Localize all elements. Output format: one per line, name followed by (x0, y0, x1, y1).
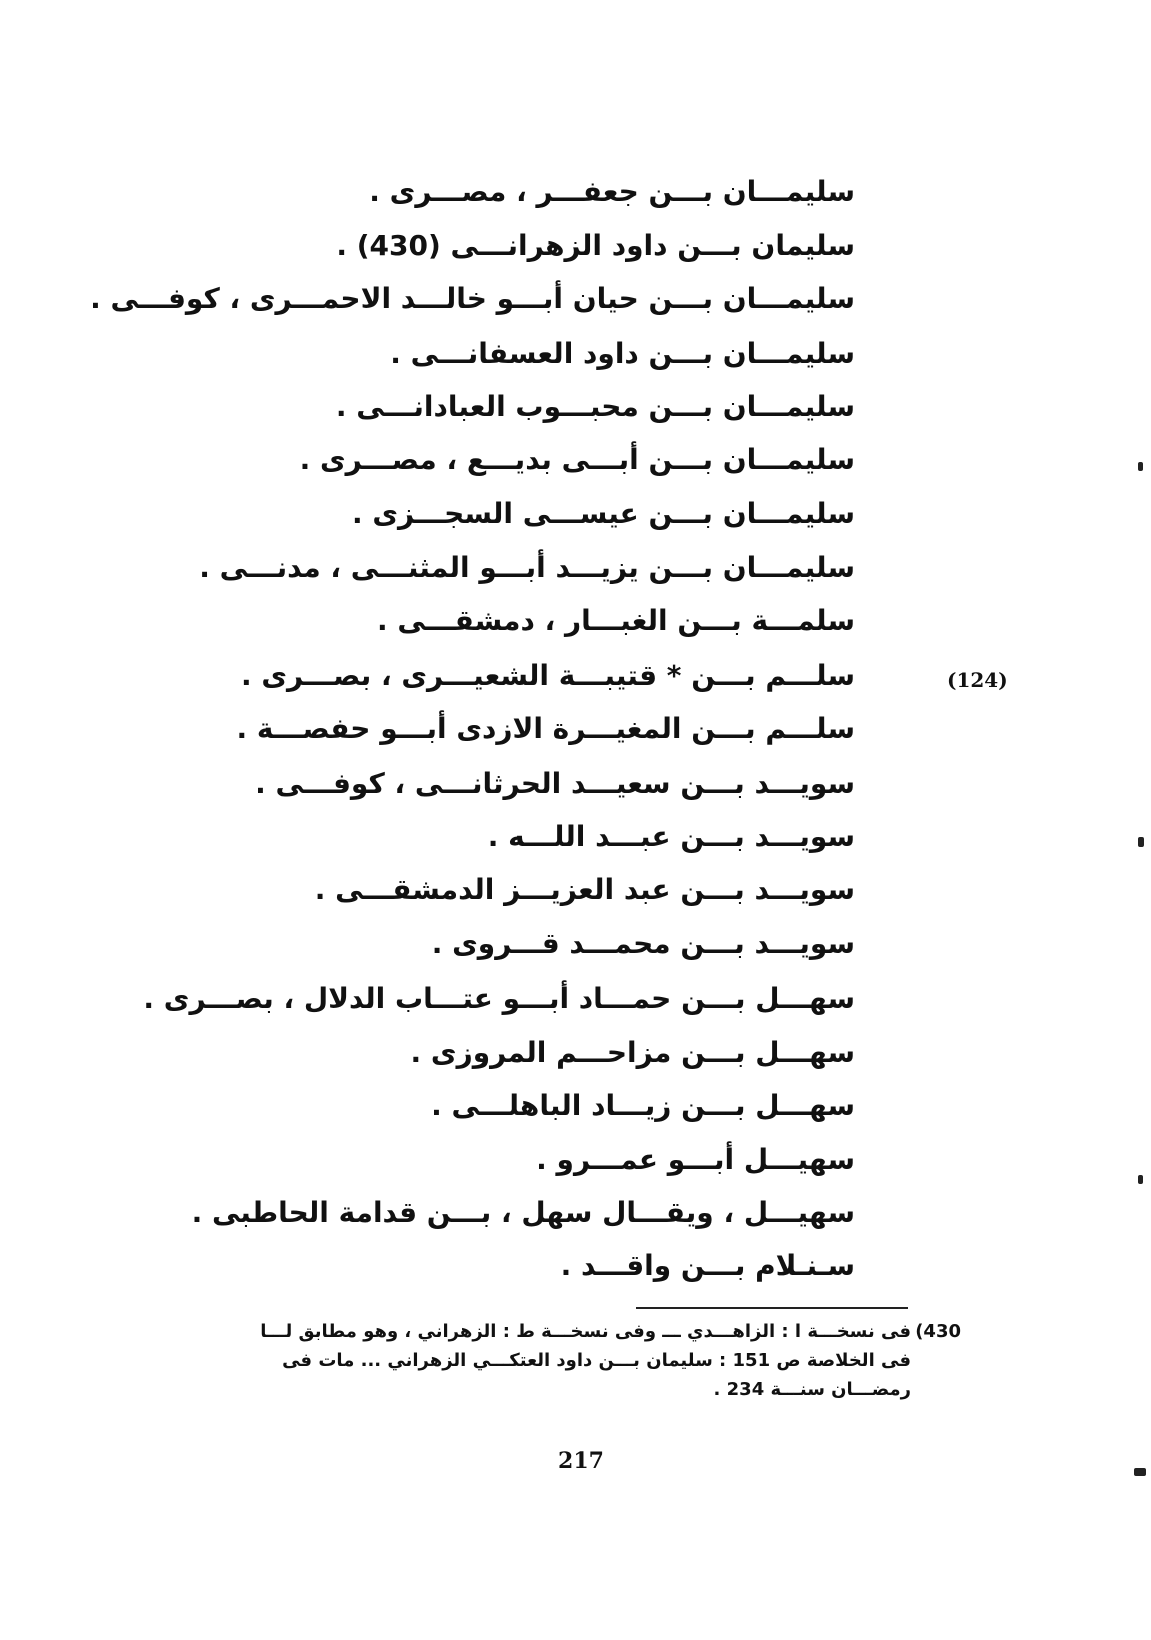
entry-line: سليمـــان بـــن عيســـى السجـــزى . (351, 497, 855, 530)
entry-line: سليمـــان بـــن حيان أبـــو خالـــد الاحمـــرى ، كوفـــى . (90, 282, 855, 315)
entry-line: سويـــد بـــن محمـــد قـــروى . (431, 927, 855, 960)
scan-speck (1138, 837, 1144, 847)
entry-line: سلـــم بـــن المغيـــرة الازدى أبـــو حفصـــة . (236, 712, 855, 745)
entry-line: سليمان بـــن داود الزهرانـــى (430) . (336, 229, 855, 262)
footnote-line: رمضـــان سنـــة 234 . (713, 1379, 911, 1400)
scan-speck (1134, 1468, 1146, 1476)
entry-line: سـنـلام بـــن واقـــد . (560, 1249, 855, 1282)
entry-line: سهـــل بـــن مزاحـــم المروزى . (410, 1036, 855, 1069)
margin-number: (124) (947, 668, 1008, 692)
entry-line: سهـــل بـــن زيـــاد الباهلـــى . (431, 1089, 855, 1122)
entry-line: سهـــل بـــن حمـــاد أبـــو عتـــاب الدلال ، بصـــرى . (143, 982, 855, 1015)
entry-line: سليمـــان بـــن داود العسفانـــى . (390, 337, 855, 370)
entry-line: سويـــد بـــن عبد العزيـــز الدمشقـــى . (314, 873, 855, 906)
entry-line: سليمـــان بـــن أبـــى بديـــع ، مصـــرى . (299, 443, 855, 476)
scan-speck (1138, 462, 1143, 471)
entry-line: سلـــم بـــن * قتيبـــة الشعيـــرى ، بصـــرى . (240, 659, 855, 692)
footnote (151, 1317, 961, 1404)
entry-line: سويـــد بـــن عبـــد اللـــه . (487, 820, 855, 853)
footnote-number: (430 (915, 1321, 961, 1342)
entry-line: سليمـــان بـــن يزيـــد أبـــو المثنـــى ، مدنـــى . (199, 551, 855, 584)
footnote-line: فى نسخـــة ا : الزاهـــدي ـــ وفى نسخـــة ط : الزهراني ، وهو مطابق لـــا (260, 1321, 911, 1342)
entry-line: سهيـــل أبـــو عمـــرو . (536, 1143, 855, 1176)
entry-line: سليمـــان بـــن جعفـــر ، مصـــرى . (369, 175, 855, 208)
page-number: 217 (558, 1448, 604, 1474)
entry-line: سهيـــل ، ويقـــال سهل ، بـــن قدامة الحاطبى . (191, 1196, 855, 1229)
footnote-line: فى الخلاصة ص 151 : سليمان بـــن داود العتكـــي الزهراني ... مات فى (282, 1350, 911, 1371)
entry-line: سلمـــة بـــن الغبـــار ، دمشقـــى . (377, 604, 855, 637)
footnote-divider (636, 1307, 908, 1309)
entry-line: سويـــد بـــن سعيـــد الحرثانـــى ، كوفـــى . (255, 767, 855, 800)
entry-line: سليمـــان بـــن محبـــوب العبادانـــى . (335, 390, 855, 423)
scan-speck (1138, 1175, 1143, 1184)
